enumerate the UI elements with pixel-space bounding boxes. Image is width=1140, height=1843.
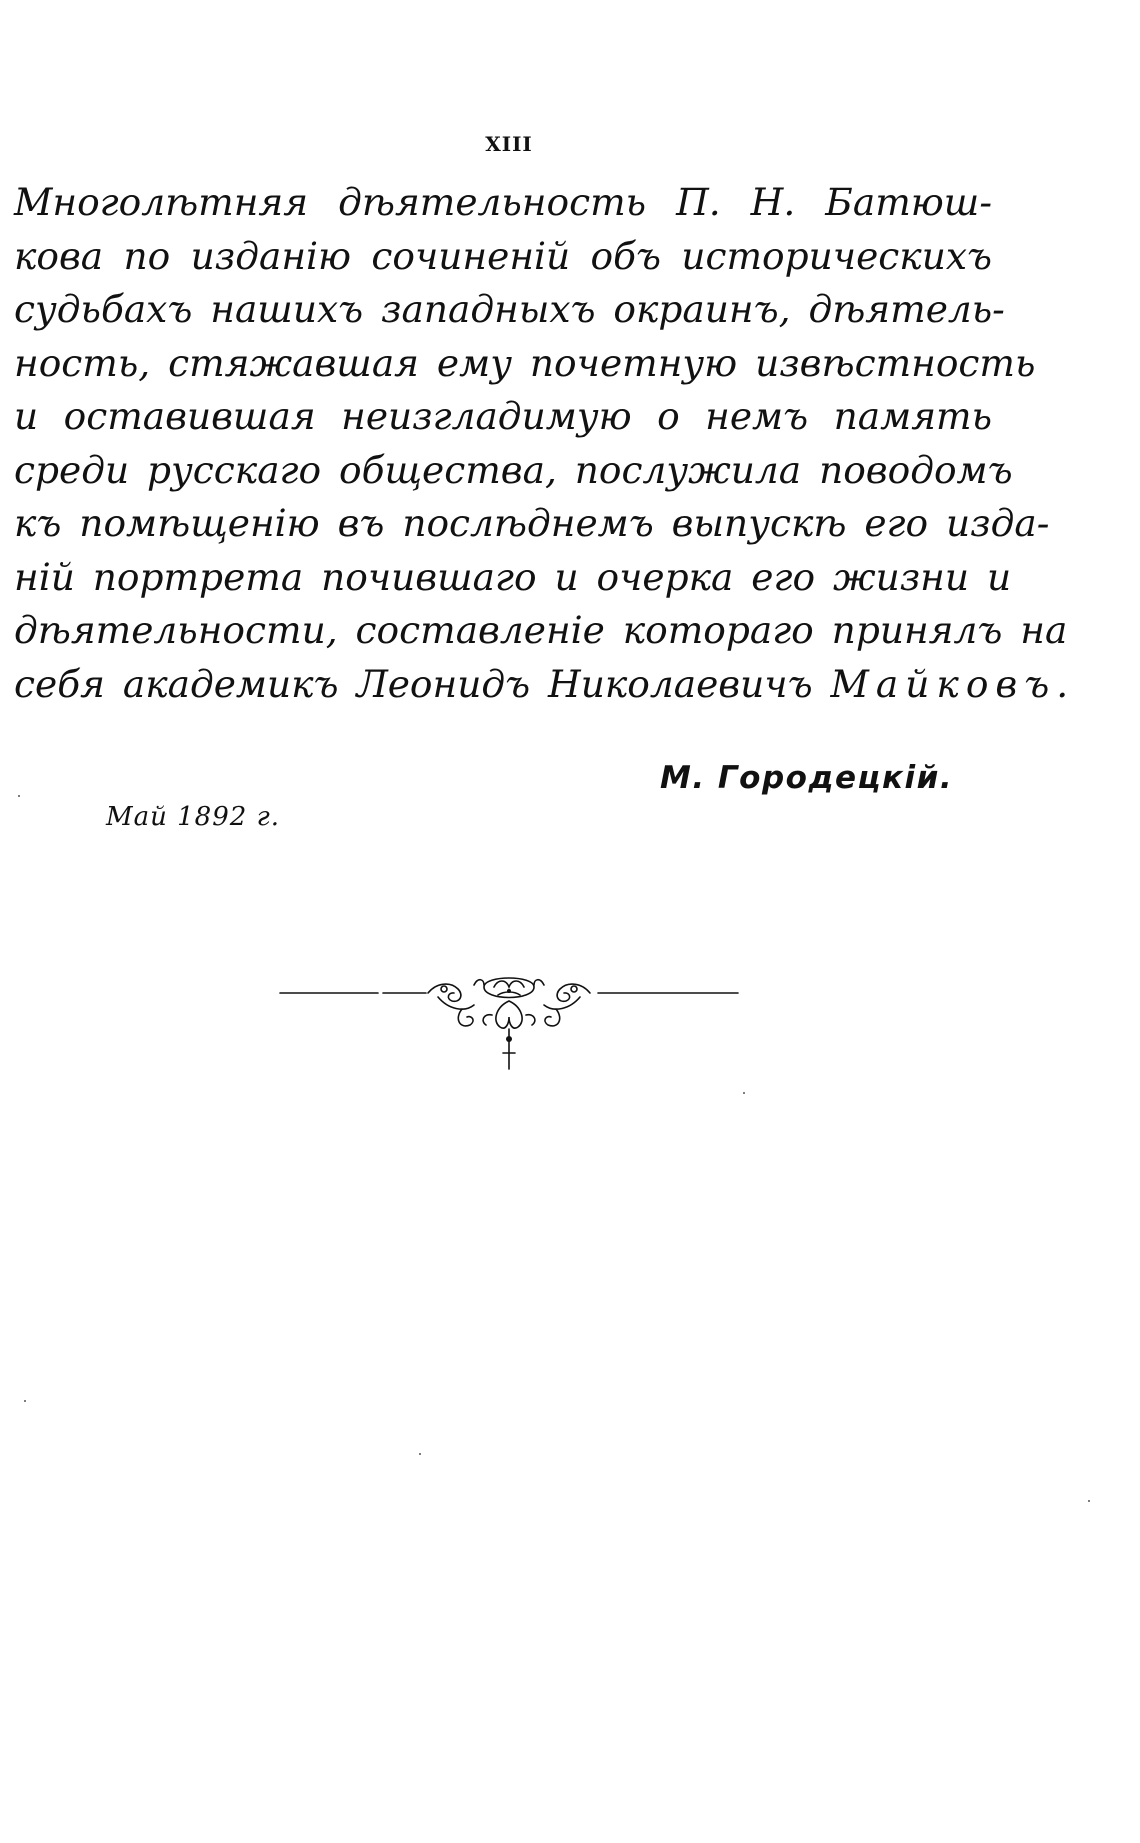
body-line: ность, стяжавшая ему почетную извѣстность: [14, 340, 1036, 385]
body-line: кова по изданію сочиненій объ историческихъ: [14, 233, 992, 278]
body-line-last: [14, 658, 1076, 712]
paper-speck: [1088, 1500, 1090, 1502]
body-line: судьбахъ нашихъ западныхъ окраинъ, дѣятель-: [14, 287, 1005, 331]
body-name-spaced: Майковъ.: [830, 661, 1076, 706]
body-paragraph: [14, 176, 1076, 711]
date-line: Май 1892 г.: [106, 802, 280, 832]
body-line: Многолѣтняя дѣятельность П. Н. Батюш-: [14, 180, 992, 224]
body-line: и оставившая неизгладимую о немъ память: [14, 394, 992, 438]
paper-speck: [24, 1400, 26, 1402]
body-line: къ помѣщенію въ послѣднемъ выпускѣ его изда-: [14, 501, 1050, 545]
paper-speck: [743, 1092, 745, 1094]
signature: М. Городецкій.: [660, 760, 954, 796]
body-line: дѣятельности, составленіе котораго принялъ на: [14, 608, 1068, 652]
page-number: XIII: [485, 132, 533, 156]
floral-vignette-icon: [278, 965, 740, 1075]
paper-speck: [419, 1453, 421, 1455]
body-line: ній портрета почившаго и очерка его жизни и: [14, 554, 1012, 599]
body-line: среди русскаго общества, послужила поводомъ: [14, 447, 1013, 492]
body-line-text: себя академикъ Леонидъ Николаевичъ: [14, 661, 813, 706]
paper-speck: [18, 795, 20, 797]
